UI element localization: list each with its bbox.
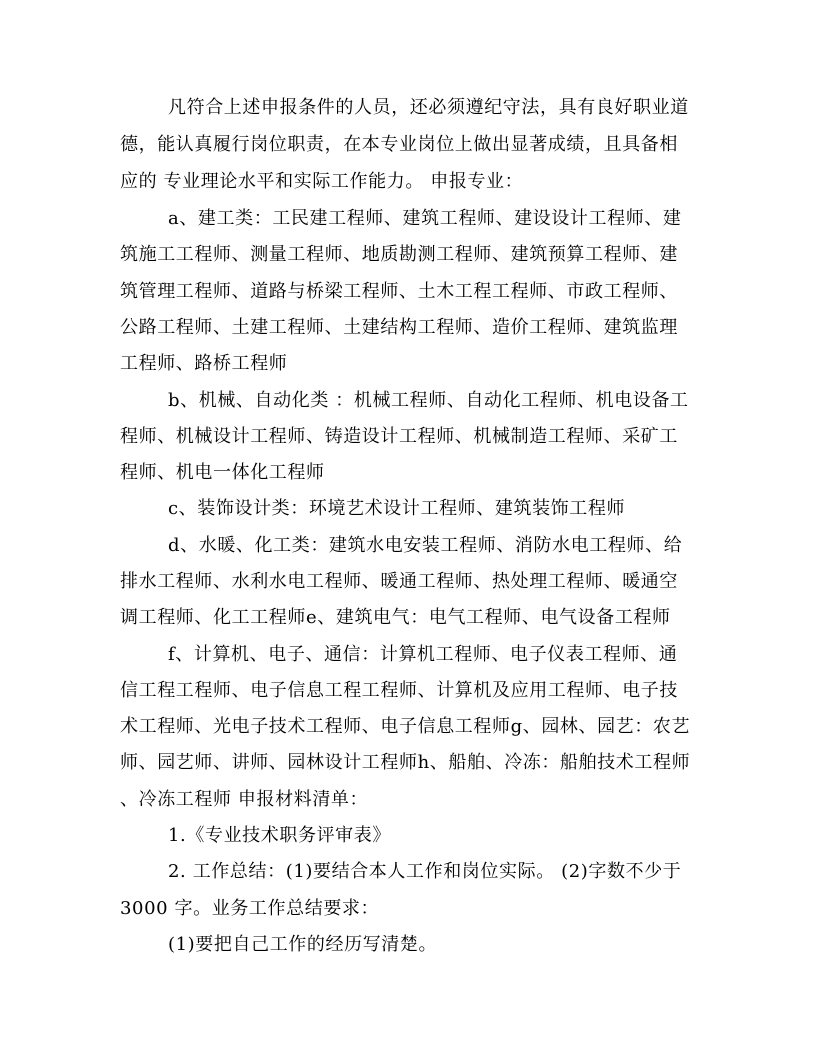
body-text-line: 师、园艺师、讲师、园林设计工程师h、船舶、冷冻：船舶技术工程师 [120, 752, 691, 773]
body-text-line: c、装饰设计类：环境艺术设计工程师、建筑装饰工程师 [168, 498, 626, 519]
body-text-line: 信工程工程师、电子信息工程工程师、计算机及应用工程师、电子技 [120, 680, 678, 701]
list-item-2: 2. 工作总结：(1)要结合本人工作和岗位实际。 (2)字数不少于 [168, 861, 682, 882]
body-text-line: 应的 专业理论水平和实际工作能力。 申报专业： [120, 171, 524, 192]
body-text-line: f、计算机、电子、通信：计算机工程师、电子仪表工程师、通 [168, 644, 678, 665]
body-text-line: 筑管理工程师、道路与桥梁工程师、土木工程工程师、市政工程师、 [120, 281, 678, 302]
body-text-line: 术工程师、光电子技术工程师、电子信息工程师g、园林、园艺：农艺 [120, 716, 691, 737]
list-item-1: 1.《专业技术职务评审表》 [168, 825, 391, 846]
body-text-line: 凡符合上述申报条件的人员，还必须遵纪守法，具有良好职业道 [168, 97, 689, 118]
body-text-line: 工程师、路桥工程师 [120, 353, 288, 374]
body-text-line: 程师、机械设计工程师、铸造设计工程师、机械制造工程师、采矿工 [120, 426, 678, 447]
body-text-line: 3000 字。业务工作总结要求： [120, 898, 380, 919]
body-text-line: b、机械、自动化类 ：机械工程师、自动化工程师、机电设备工 [168, 390, 689, 411]
body-text-line: a、建工类：工民建工程师、建筑工程师、建设设计工程师、建 [168, 208, 682, 229]
body-text-line: 程师、机电一体化工程师 [120, 462, 325, 483]
body-text-line: 筑施工工程师、测量工程师、地质勘测工程师、建筑预算工程师、建 [120, 244, 678, 265]
body-text-line: 德，能认真履行岗位职责，在本专业岗位上做出显著成绩，且具备相 [120, 134, 678, 155]
body-text-line: 调工程师、化工工程师e、建筑电气：电气工程师、电气设备工程师 [120, 607, 671, 628]
body-text-line: 、冷冻工程师 申报材料清单： [120, 789, 369, 810]
sub-list-item-1: (1)要把自己工作的经历写清楚。 [168, 934, 438, 955]
body-text-line: 公路工程师、土建工程师、土建结构工程师、造价工程师、建筑监理 [120, 317, 678, 338]
body-text-line: d、水暖、化工类：建筑水电安装工程师、消防水电工程师、给 [168, 535, 683, 556]
body-text-line: 排水工程师、水利水电工程师、暖通工程师、热处理工程师、暖通空 [120, 571, 678, 592]
